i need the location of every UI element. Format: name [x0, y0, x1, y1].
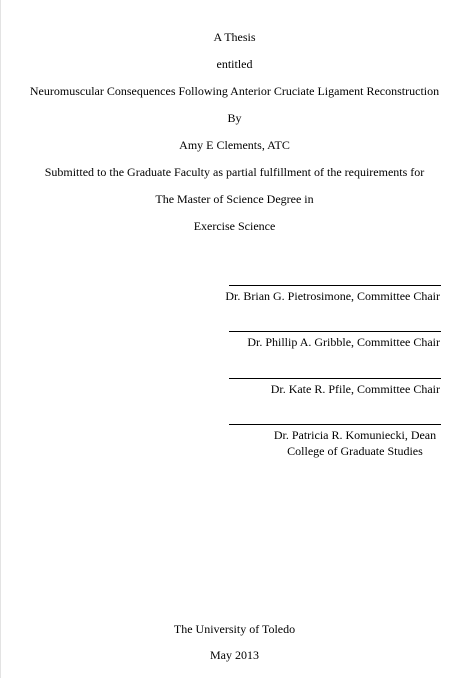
submission-statement: Submitted to the Graduate Faculty as partial fulfillment of the requirements for [44, 165, 425, 179]
degree-name: The Master of Science Degree in [155, 192, 314, 206]
university-name: The University of Toledo [173, 622, 296, 636]
signatory-name: Dr. Patricia R. Komuniecki, Dean [273, 428, 437, 442]
signature-line [229, 378, 441, 379]
thesis-label: A Thesis [213, 30, 256, 44]
entitled-label: entitled [216, 57, 253, 71]
field-of-study: Exercise Science [193, 219, 276, 233]
submission-date: May 2013 [210, 648, 259, 662]
thesis-title: Neuromuscular Consequences Following Anterior Cruciate Ligament Reconstruction [29, 84, 440, 98]
dean-block [273, 427, 437, 459]
signature-line [229, 331, 441, 332]
signature-line [229, 424, 441, 425]
signatory-name: Dr. Kate R. Pfile, Committee Chair [270, 382, 440, 396]
signature-line [229, 285, 441, 286]
author-name: Amy E Clements, ATC [179, 138, 290, 152]
signatory-name: Dr. Phillip A. Gribble, Committee Chair [247, 335, 440, 349]
by-label: By [227, 111, 242, 125]
signatory-title: College of Graduate Studies [287, 444, 423, 458]
signatory-name: Dr. Brian G. Pietrosimone, Committee Chair [225, 289, 440, 303]
